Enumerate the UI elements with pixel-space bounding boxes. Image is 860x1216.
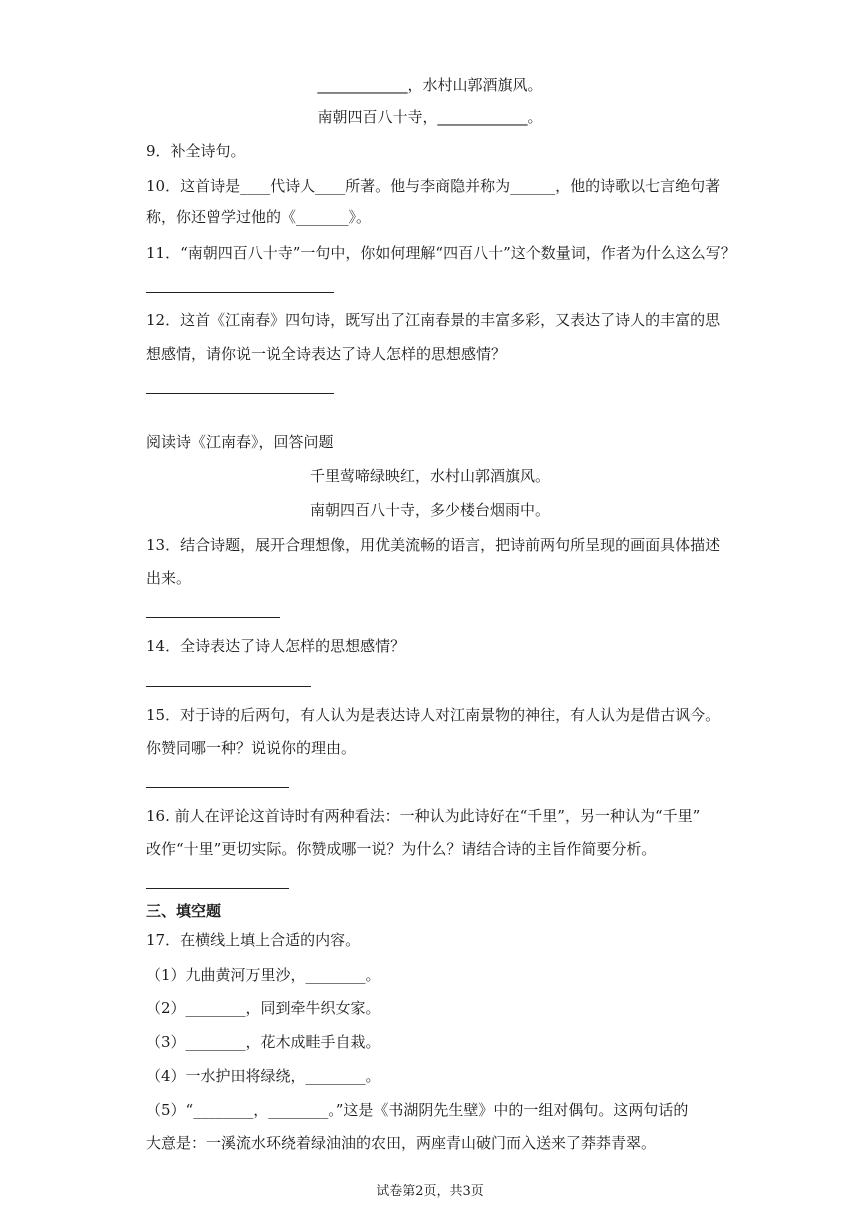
poem-line-2: 南朝四百八十寺，多少楼台烟雨中。 (309, 501, 550, 519)
answer-line-16 (146, 888, 289, 889)
question-16-line-1: 16. 前人在评论这首诗时有两种看法：一种认为此诗好在“千里”，另一种认为“千里” (146, 807, 701, 825)
answer-line-11 (146, 292, 334, 293)
poem-fill-line-1: ____________，水村山郭酒旗风。 (317, 76, 543, 94)
question-15-line-2: 你赞同哪一种？说说你的理由。 (146, 739, 357, 757)
question-15-line-1: 15．对于诗的后两句，有人认为是表达诗人对江南景物的神往，有人认为是借古讽今。 (146, 706, 721, 724)
question-17-item-1: （1）九曲黄河万里沙，________。 (146, 966, 381, 984)
question-11: 11．“南朝四百八十寺”一句中，你如何理解“四百八十”这个数量词，作者为什么这么写？ (146, 244, 736, 262)
question-17-item-5-line-1: （5）“________，________。”这是《书湖阴先生壁》中的一组对偶句。这两句话的 (146, 1101, 689, 1119)
question-16-line-2: 改作“十里”更切实际。你赞成哪一说？为什么？请结合诗的主旨作简要分析。 (146, 840, 657, 858)
reading-intro: 阅读诗《江南春》，回答问题 (146, 433, 334, 451)
question-13-line-2: 出来。 (146, 569, 192, 587)
question-17-item-5-line-2: 大意是：一溪流水环绕着绿油油的农田，两座青山破门而入送来了莽莽青翠。 (146, 1134, 657, 1152)
question-12-line-1: 12．这首《江南春》四句诗，既写出了江南春景的丰富多彩，又表达了诗人的丰富的思 (146, 311, 721, 329)
question-17-item-4: （4）一水护田将绿绕，________。 (146, 1067, 381, 1085)
poem-fill-line-2: 南朝四百八十寺，____________。 (317, 108, 543, 126)
question-13-line-1: 13．结合诗题，展开合理想像，用优美流畅的语言，把诗前两句所呈现的画面具体描述 (146, 536, 721, 554)
answer-line-15 (146, 787, 289, 788)
page-footer: 试卷第2页，共3页 (376, 1184, 484, 1199)
question-14: 14．全诗表达了诗人怎样的思想感情？ (146, 637, 406, 655)
question-10-line-2: 称，你还曾学过他的《_______》。 (146, 208, 372, 226)
question-17-item-3: （3）________，花木成畦手自栽。 (146, 1033, 381, 1051)
answer-line-13 (146, 617, 280, 618)
question-17-item-2: （2）________，同到牵牛织女家。 (146, 999, 381, 1017)
question-12-line-2: 想感情，请你说一说全诗表达了诗人怎样的思想感情？ (146, 345, 507, 363)
question-17: 17．在横线上填上合适的内容。 (146, 931, 361, 949)
section-3-heading: 三、填空题 (146, 902, 222, 920)
question-9: 9．补全诗句。 (146, 142, 246, 160)
question-10-line-1: 10．这首诗是____代诗人____所著。他与李商隐并称为______，他的诗歌以七言绝句著 (146, 177, 721, 195)
answer-line-12 (146, 393, 334, 394)
poem-line-1: 千里莺啼绿映红，水村山郭酒旗风。 (309, 467, 550, 485)
answer-line-14 (146, 686, 311, 687)
